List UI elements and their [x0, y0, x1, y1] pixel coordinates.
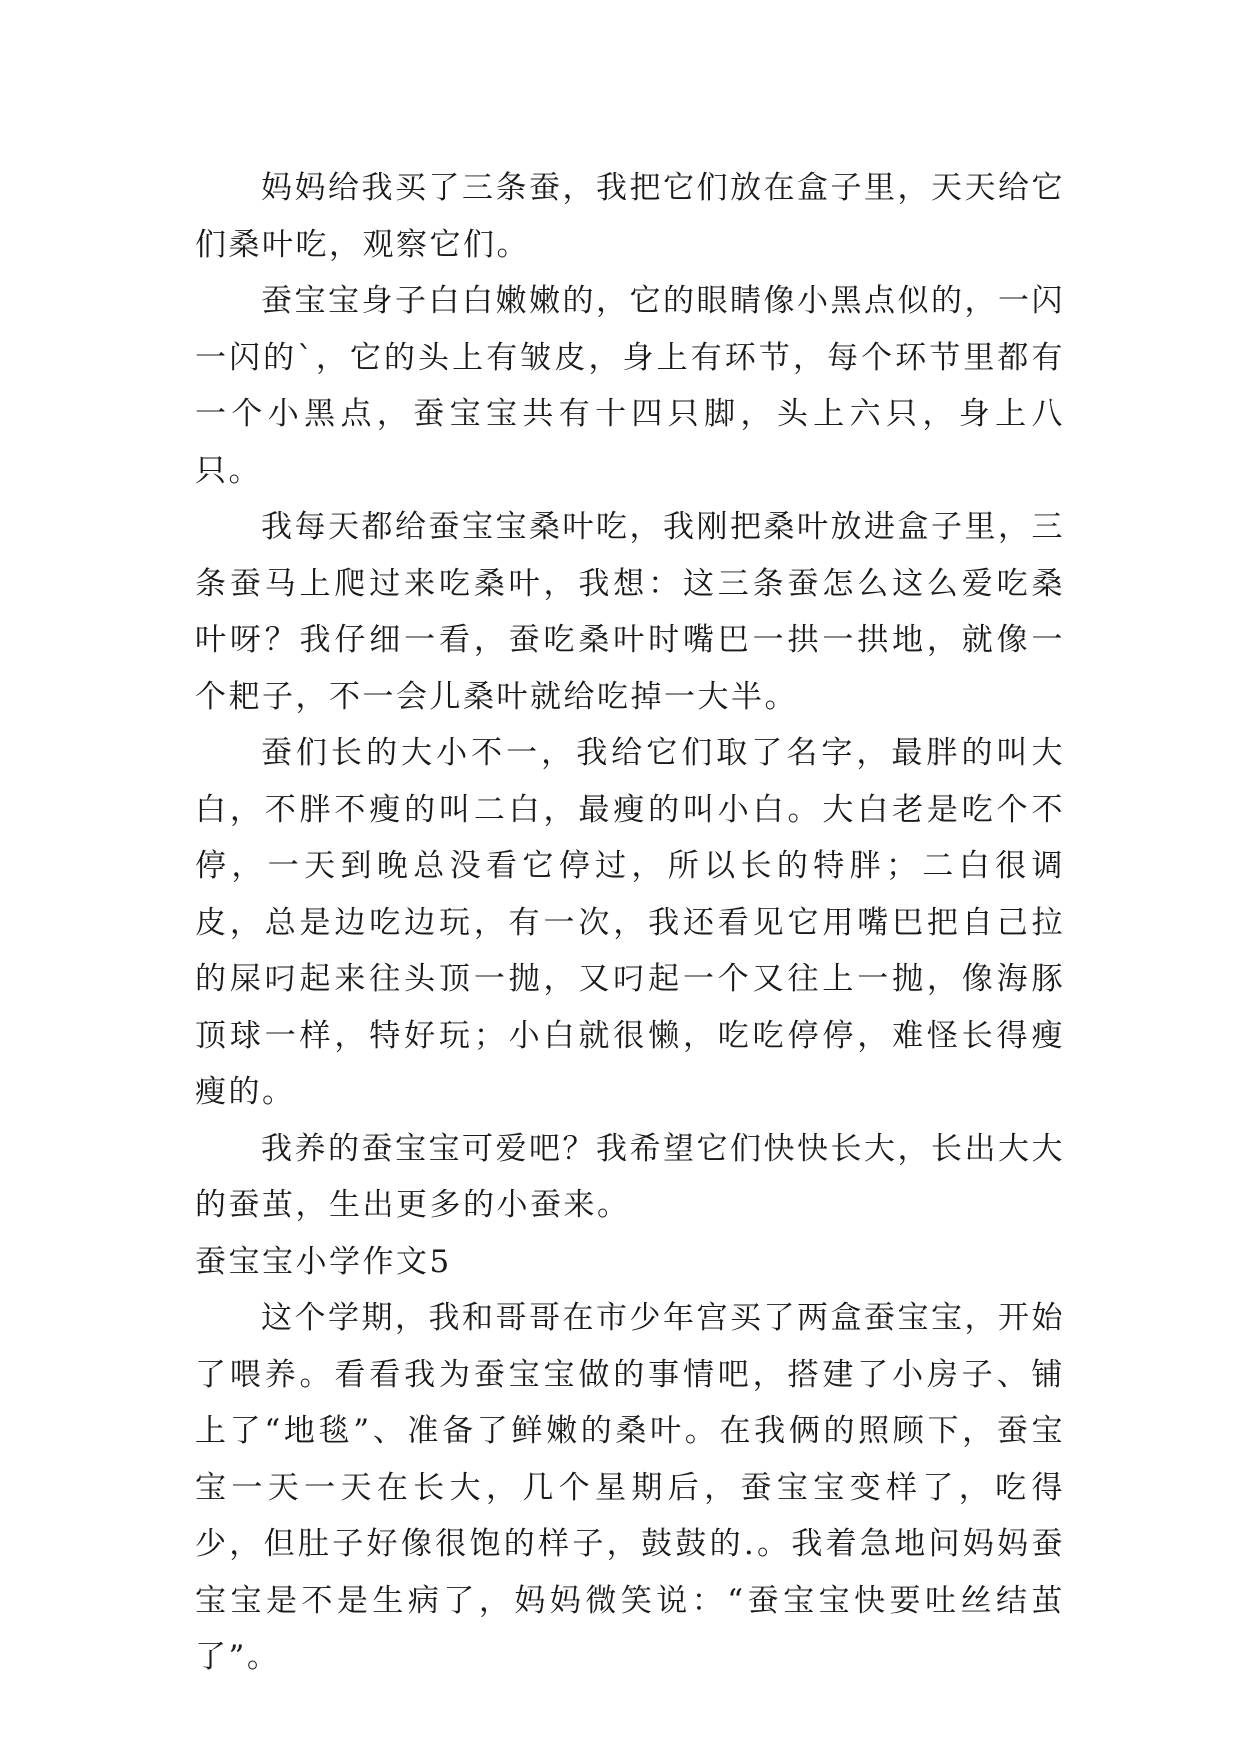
section-heading: 蚕宝宝小学作文5: [195, 1243, 452, 1280]
paragraph-feeding: 我每天都给蚕宝宝桑叶吃，我刚把桑叶放进盒子里，三条蚕马上爬过来吃桑叶，我想：这三条蚕怎么这么爱吃桑叶呀？我仔细一看，蚕吃桑叶时嘴巴一拱一拱地，就像一个耙子，不一会儿桑叶就给吃掉一大半。: [195, 509, 1065, 715]
paragraph-intro: 妈妈给我买了三条蚕，我把它们放在盒子里，天天给它们桑叶吃，观察它们。: [195, 170, 1065, 263]
paragraph-appearance: 蚕宝宝身子白白嫩嫩的，它的眼睛像小黑点似的，一闪一闪的`，它的头上有皱皮，身上有环节，每个环节里都有一个小黑点，蚕宝宝共有十四只脚，头上六只，身上八只。: [195, 283, 1065, 489]
paragraph-semester: 这个学期，我和哥哥在市少年宫买了两盒蚕宝宝，开始了喂养。看看我为蚕宝宝做的事情吧，搭建了小房子、铺上了“地毯”、准备了鲜嫩的桑叶。在我俩的照顾下，蚕宝宝一天一天在长大，几个星期后，蚕宝宝变样了，吃得少，但肚子好像很饱的样子，鼓鼓的.。我着急地问妈妈蚕宝宝是不是生病了，妈妈微笑说：“蚕宝宝快要吐丝结茧了”。: [195, 1300, 1065, 1675]
paragraph-names: 蚕们长的大小不一，我给它们取了名字，最胖的叫大白，不胖不瘦的叫二白，最瘦的叫小白。大白老是吃个不停，一天到晚总没看它停过，所以长的特胖；二白很调皮，总是边吃边玩，有一次，我还看见它用嘴巴把自己拉的屎叼起来往头顶一抛，又叼起一个又往上一抛，像海豚顶球一样，特好玩；小白就很懒，吃吃停停，难怪长得瘦瘦的。: [195, 735, 1065, 1110]
paragraph-hope: 我养的蚕宝宝可爱吧？我希望它们快快长大，长出大大的蚕茧，生出更多的小蚕来。: [195, 1130, 1065, 1223]
document-body: [195, 160, 1065, 1686]
